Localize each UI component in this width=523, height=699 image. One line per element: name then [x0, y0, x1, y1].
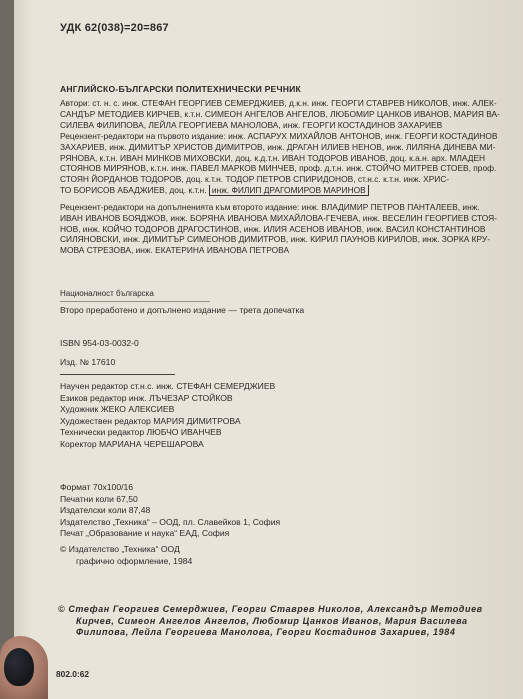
reviewers-line: МОВА СТРЕЗОВА, инж. ЕКАТЕРИНА ИВАНОВА ПЕТРОВА: [60, 245, 290, 256]
copyright-line: © Издателство „Техника“ ООД: [60, 544, 180, 554]
staff-line: Научен редактор ст.н.с. инж. СТЕФАН СЕМЕРДЖИЕВ: [60, 381, 276, 391]
authors-line: Автори: ст. н. с. инж. СТЕФАН ГЕОРГИЕВ СЕМЕРДЖИЕВ, д.к.н. инж. ГЕОРГИ СТАВРЕВ НИКОЛОВ, инж. АЛЕК-: [60, 98, 497, 108]
signature-line: © Стефан Георгиев Семерджиев, Георги Ставрев Николов, Александър Методиев: [58, 604, 483, 614]
publication-number: Изд. № 17610: [60, 357, 116, 367]
udk-code: УДК 62(038)=20=867: [60, 22, 169, 34]
reviewers-line: СИЛЯНОВСКИ, инж. ДИМИТЪР СИМЕОНОВ ДИМИТРОВ, инж. КИРИЛ ПАУНОВ КИРИЛОВ, инж. ЗОРКА КРУ-: [60, 234, 491, 245]
reviewers-line: Рецензент-редактори на първото издание: инж. АСПАРУХ МИХАЙЛОВ АНТОНОВ, инж. ГЕОРГИ КОСТАДИНОВ: [60, 131, 498, 141]
edition-note: Второ преработено и допълнено издание — трета допечатка: [60, 305, 305, 315]
supplement-reviewers-block: [60, 202, 506, 256]
first-reviewers-block: [60, 131, 506, 196]
copyright-block: [60, 544, 192, 567]
print-line: Печат „Образование и наука“ ЕАД, София: [60, 528, 230, 539]
staff-line: Художник ЖЕКО АЛЕКСИЕВ: [60, 404, 175, 415]
reviewers-line: [60, 185, 506, 196]
authors-copyright-signature: [58, 604, 518, 639]
nationality: Националност българска: [60, 289, 154, 298]
reviewers-last-prefix: ТО БОРИСОВ АБАДЖИЕВ, доц. к.т.н.: [60, 184, 207, 195]
print-line: Формат 70x100/16: [60, 482, 134, 492]
reviewers-line: НОВ, инж. КОЙЧО ТОДОРОВ ДРАГОСТИНОВ, инж. ИЛИЯ АСЕНОВ ИВАНОВ, инж. ВАСИЛ КОНСТАНТИНОВ: [60, 223, 486, 234]
signature-line: Кирчев, Симеон Ангелов Ангелов, Любомир Цанков Иванов, Мария Василева: [76, 615, 468, 626]
reviewers-line: ИВАН ИВАНОВ БОЯДЖОВ, инж. БОРЯНА ИВАНОВА МИХАЙЛОВА-ГЕЧЕВА, инж. ВЕСЕЛИН ГЕОРГИЕВ СТОЯ-: [60, 212, 497, 223]
footer-code: 802.0:62: [56, 669, 90, 679]
staff-line: Езиков редактор инж. ЛЪЧЕЗАР СТОЙКОВ: [60, 392, 233, 403]
divider: [60, 301, 210, 302]
fingernail: [4, 648, 34, 686]
print-line: Издателство „Техника“ – ООД, пл. Славейков 1, София: [60, 516, 281, 527]
divider: [60, 374, 175, 375]
reviewers-line: СТОЯН ЙОРДАНОВ ТОДОРОВ, доц. к.т.н. ТОДОР ПЕТРОВ СПИРИДОНОВ, ст.н.с. к.т.н. инж. ХРИС-: [60, 174, 450, 185]
copyright-line: графично оформление, 1984: [76, 555, 193, 566]
print-line: Издателски коли 87,48: [60, 505, 151, 516]
staff-line: Коректор МАРИАНА ЧЕРЕШАРОВА: [60, 438, 204, 449]
reviewers-line: Рецензент-редактори на допълненията към второто издание: инж. ВЛАДИМИР ПЕТРОВ ПАНТАЛЕЕВ, инж.: [60, 202, 480, 212]
book-page: [14, 0, 523, 699]
staff-line: Художествен редактор МАРИЯ ДИМИТРОВА: [60, 415, 241, 426]
reviewers-line: СТОЯНОВ МИРЯНОВ, к.т.н. инж. ПАВЕЛ МАРКОВ МИНЧЕВ, проф. д.т.н. инж. СТОЙЧО МИТРЕВ СТОЕВ, проф.: [60, 163, 497, 174]
boxed-reviewer-name: инж. ФИЛИП ДРАГОМИРОВ МАРИНОВ: [209, 185, 369, 196]
staff-block: [60, 381, 275, 451]
authors-block: [60, 98, 506, 130]
print-line: Печатни коли 67,50: [60, 493, 138, 504]
print-block: [60, 482, 280, 540]
book-title: АНГЛИЙСКО-БЪЛГАРСКИ ПОЛИТЕХНИЧЕСКИ РЕЧНИК: [60, 84, 301, 94]
reviewers-line: РЯНОВА, к.т.н. ИВАН МИНКОВ МИХОВСКИ, доц. к.д.т.н. ИВАН ТОДОРОВ ИВАНОВ, доц. к.а.н. арх. МЛАДЕН: [60, 152, 486, 163]
signature-line: Филипова, Лейла Георгиева Манолова, Георги Костадинов Захариев, 1984: [76, 627, 456, 638]
isbn: ISBN 954-03-0032-0: [60, 338, 139, 348]
authors-line: САНДЪР МЕТОДИЕВ КИРЧЕВ, к.т.н. СИМЕОН АНГЕЛОВ АНГЕЛОВ, ЛЮБОМИР ЦАНКОВ ИВАНОВ, МАРИЯ ВА-: [60, 108, 500, 119]
authors-line: СИЛЕВА ФИЛИПОВА, ЛЕЙЛА ГЕОРГИЕВА МАНОЛОВА, инж. ГЕОРГИ КОСТАДИНОВ ЗАХАРИЕВ: [60, 119, 443, 130]
staff-line: Технически редактор ЛЮБЧО ИВАНЧЕВ: [60, 427, 222, 438]
reviewers-line: ЗАХАРИЕВ, инж. ДИМИТЪР ХРИСТОВ ДИМИТРОВ, инж. ДРАГАН ИЛИЕВ НЕНОВ, инж. ЛИЛЯНА ДИНЕВА МИ-: [60, 141, 496, 152]
